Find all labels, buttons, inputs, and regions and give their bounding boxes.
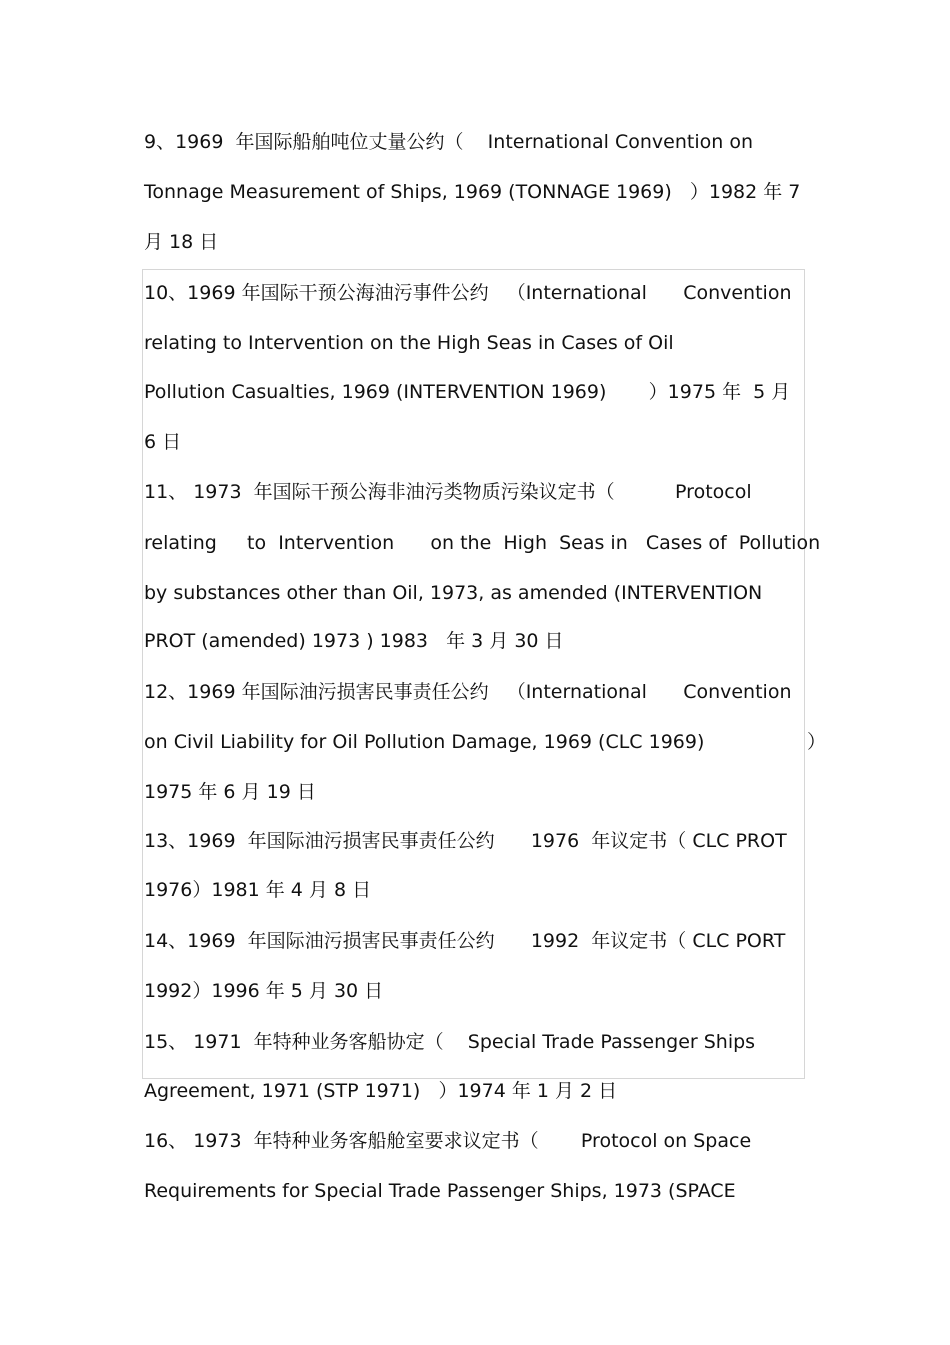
- text-line: 月 18 日: [144, 231, 219, 253]
- text-line: Tonnage Measurement of Ships, 1969 (TONNAGE 1969) ）1982 年 7: [144, 181, 801, 203]
- text-line: Agreement, 1971 (STP 1971) ）1974 年 1 月 2 日: [144, 1080, 618, 1102]
- text-line: on Civil Liability for Oil Pollution Damage, 1969 (CLC 1969) ）: [144, 731, 827, 753]
- text-line: 16、 1973 年特种业务客船舱室要求议定书（ Protocol on Space: [144, 1130, 752, 1152]
- text-line: Requirements for Special Trade Passenger Ships, 1973 (SPACE: [144, 1180, 736, 1202]
- text-line: Pollution Casualties, 1969 (INTERVENTION 1969) ）1975 年 5 月: [144, 381, 791, 403]
- text-line: 9、1969 年国际船舶吨位丈量公约（ International Convention on: [144, 131, 753, 153]
- text-line: 12、1969 年国际油污损害民事责任公约 （International Convention: [144, 681, 792, 703]
- text-line: relating to Intervention on the High Seas in Cases of Oil: [144, 332, 674, 354]
- text-line: 13、1969 年国际油污损害民事责任公约 1976 年议定书（ CLC PROT: [144, 830, 787, 852]
- text-line: 15、 1971 年特种业务客船协定（ Special Trade Passenger Ships: [144, 1031, 756, 1053]
- text-line: 1975 年 6 月 19 日: [144, 781, 316, 803]
- text-line: by substances other than Oil, 1973, as amended (INTERVENTION: [144, 582, 763, 604]
- text-line: 6 日: [144, 431, 182, 453]
- text-line: PROT (amended) 1973 ) 1983 年 3 月 30 日: [144, 630, 564, 652]
- text-line: relating to Intervention on the High Seas in Cases of Pollution: [144, 532, 821, 554]
- text-line: 1992）1996 年 5 月 30 日: [144, 980, 384, 1002]
- text-line: 1976）1981 年 4 月 8 日: [144, 879, 372, 901]
- text-line: 10、1969 年国际干预公海油污事件公约 （International Convention: [144, 282, 792, 304]
- text-line: 11、 1973 年国际干预公海非油污类物质污染议定书（ Protocol: [144, 481, 752, 503]
- text-line: 14、1969 年国际油污损害民事责任公约 1992 年议定书（ CLC PORT: [144, 930, 786, 952]
